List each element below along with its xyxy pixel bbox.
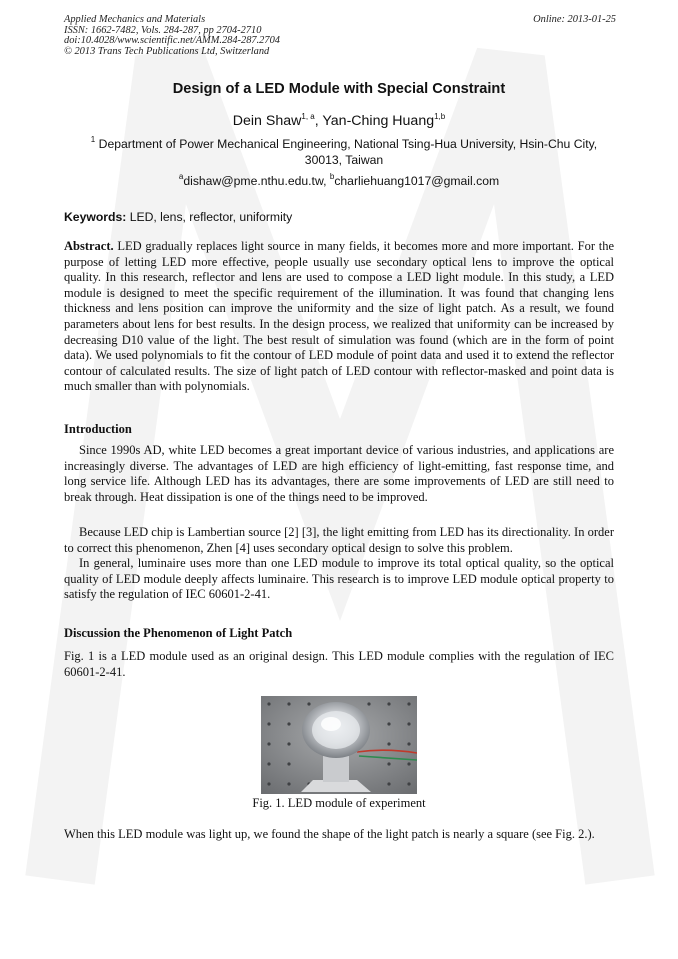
issn-line: ISSN: 1662-7482, Vols. 284-287, pp 2704-2710 [64, 24, 262, 36]
copyright-line: © 2013 Trans Tech Publications Ltd, Switzerland [64, 45, 270, 57]
paragraph-text: Since 1990s AD, white LED becomes a great important device of various industries, and applications are increasingly diverse. The advantages of LED are high efficiency of light-emitting, fast response time, and long service life. Although LED has its advantages, there are some improvements of LED are still need to break through. Heat dissipation is one of the things need to be improved. [64, 443, 614, 504]
author-name: Dein Shaw [232, 113, 302, 129]
paragraph-text: Because LED chip is Lambertian source [2] [3], the light emitting from LED has its directionality. In order to correct this phenomenon, Zhen [4] uses secondary optical design to solve this problem. [64, 525, 614, 555]
online-date: Online: 2013-01-25 [533, 14, 616, 25]
keywords-text: LED, lens, reflector, uniformity [126, 210, 293, 224]
author-separator: , [314, 113, 323, 129]
keywords-label: Keywords: [64, 210, 127, 224]
paragraph: Fig. 1 is a LED module used as an original design. This LED module complies with the regulation of IEC 60601-2-41. [64, 649, 614, 679]
abstract-label: Abstract. [64, 239, 114, 253]
figure-caption: Fig. 1. LED module of experiment [252, 796, 426, 810]
section-heading: Discussion the Phenomenon of Light Patch [64, 626, 293, 640]
email-superscript: b [329, 172, 335, 181]
paragraph [64, 443, 614, 505]
keywords [64, 210, 624, 224]
affiliation-superscript: 1 [90, 135, 96, 144]
paragraph-text: In general, luminaire uses more than one LED module to improve its total optical quality, so the optical quality of LED module deeply affects luminaire. This research is to improve LED module optical property to satisfy the regulation of IEC 60601-2-41. [64, 556, 614, 602]
paragraph [64, 525, 614, 556]
email-superscript: a [178, 172, 184, 181]
affiliation [74, 137, 614, 168]
affiliation-text: Department of Power Mechanical Engineering, National Tsing-Hua University, Hsin-Chu City, 30013, Taiwan [98, 137, 598, 167]
led-module-photo [261, 696, 417, 794]
paper-title: Design of a LED Module with Special Constraint [172, 81, 506, 97]
doi-line: doi:10.4028/www.scientific.net/AMM.284-287.2704 [64, 35, 280, 47]
running-header [64, 15, 616, 57]
author-superscript: 1,b [434, 112, 446, 121]
abstract [64, 239, 614, 395]
paragraph [64, 556, 614, 603]
author-name: Yan-Ching Huang [322, 113, 435, 129]
email-line [0, 174, 678, 188]
abstract-text: LED gradually replaces light source in many fields, it becomes more and more important. For the purpose of letting LED more effective, people usually use secondary optical lens to improve the optical quality. In this research, reflector and lens are used to compose a LED light module. In this study, a LED module is designed to meet the specific requirement of the illumination. It was found that changing lens thickness and lens position can improve the uniformity and the size of light patch. As a result, we found parameters about lens for best results. In the design process, we realized that uniformity can be increased by decreasing D10 value of the light. The best result of simulation was found (which are in the form of point data). We used polynomials to fit the contour of LED module of point data and used it to extend the reflector contour of calculated results. The size of light patch of LED contour with reflector-masked and point data is much smaller than with polynomials. [64, 239, 614, 394]
section-heading: Introduction [64, 422, 132, 436]
email-address: charliehuang1017@gmail.com [334, 174, 500, 188]
paragraph: When this LED module was light up, we found the shape of the light patch is nearly a square (see Fig. 2.). [64, 827, 595, 841]
journal-name: Applied Mechanics and Materials [64, 14, 206, 25]
author-superscript: 1, a [301, 112, 315, 121]
email-address: dishaw@pme.nthu.edu.tw, [183, 174, 330, 188]
author-line [0, 113, 678, 129]
